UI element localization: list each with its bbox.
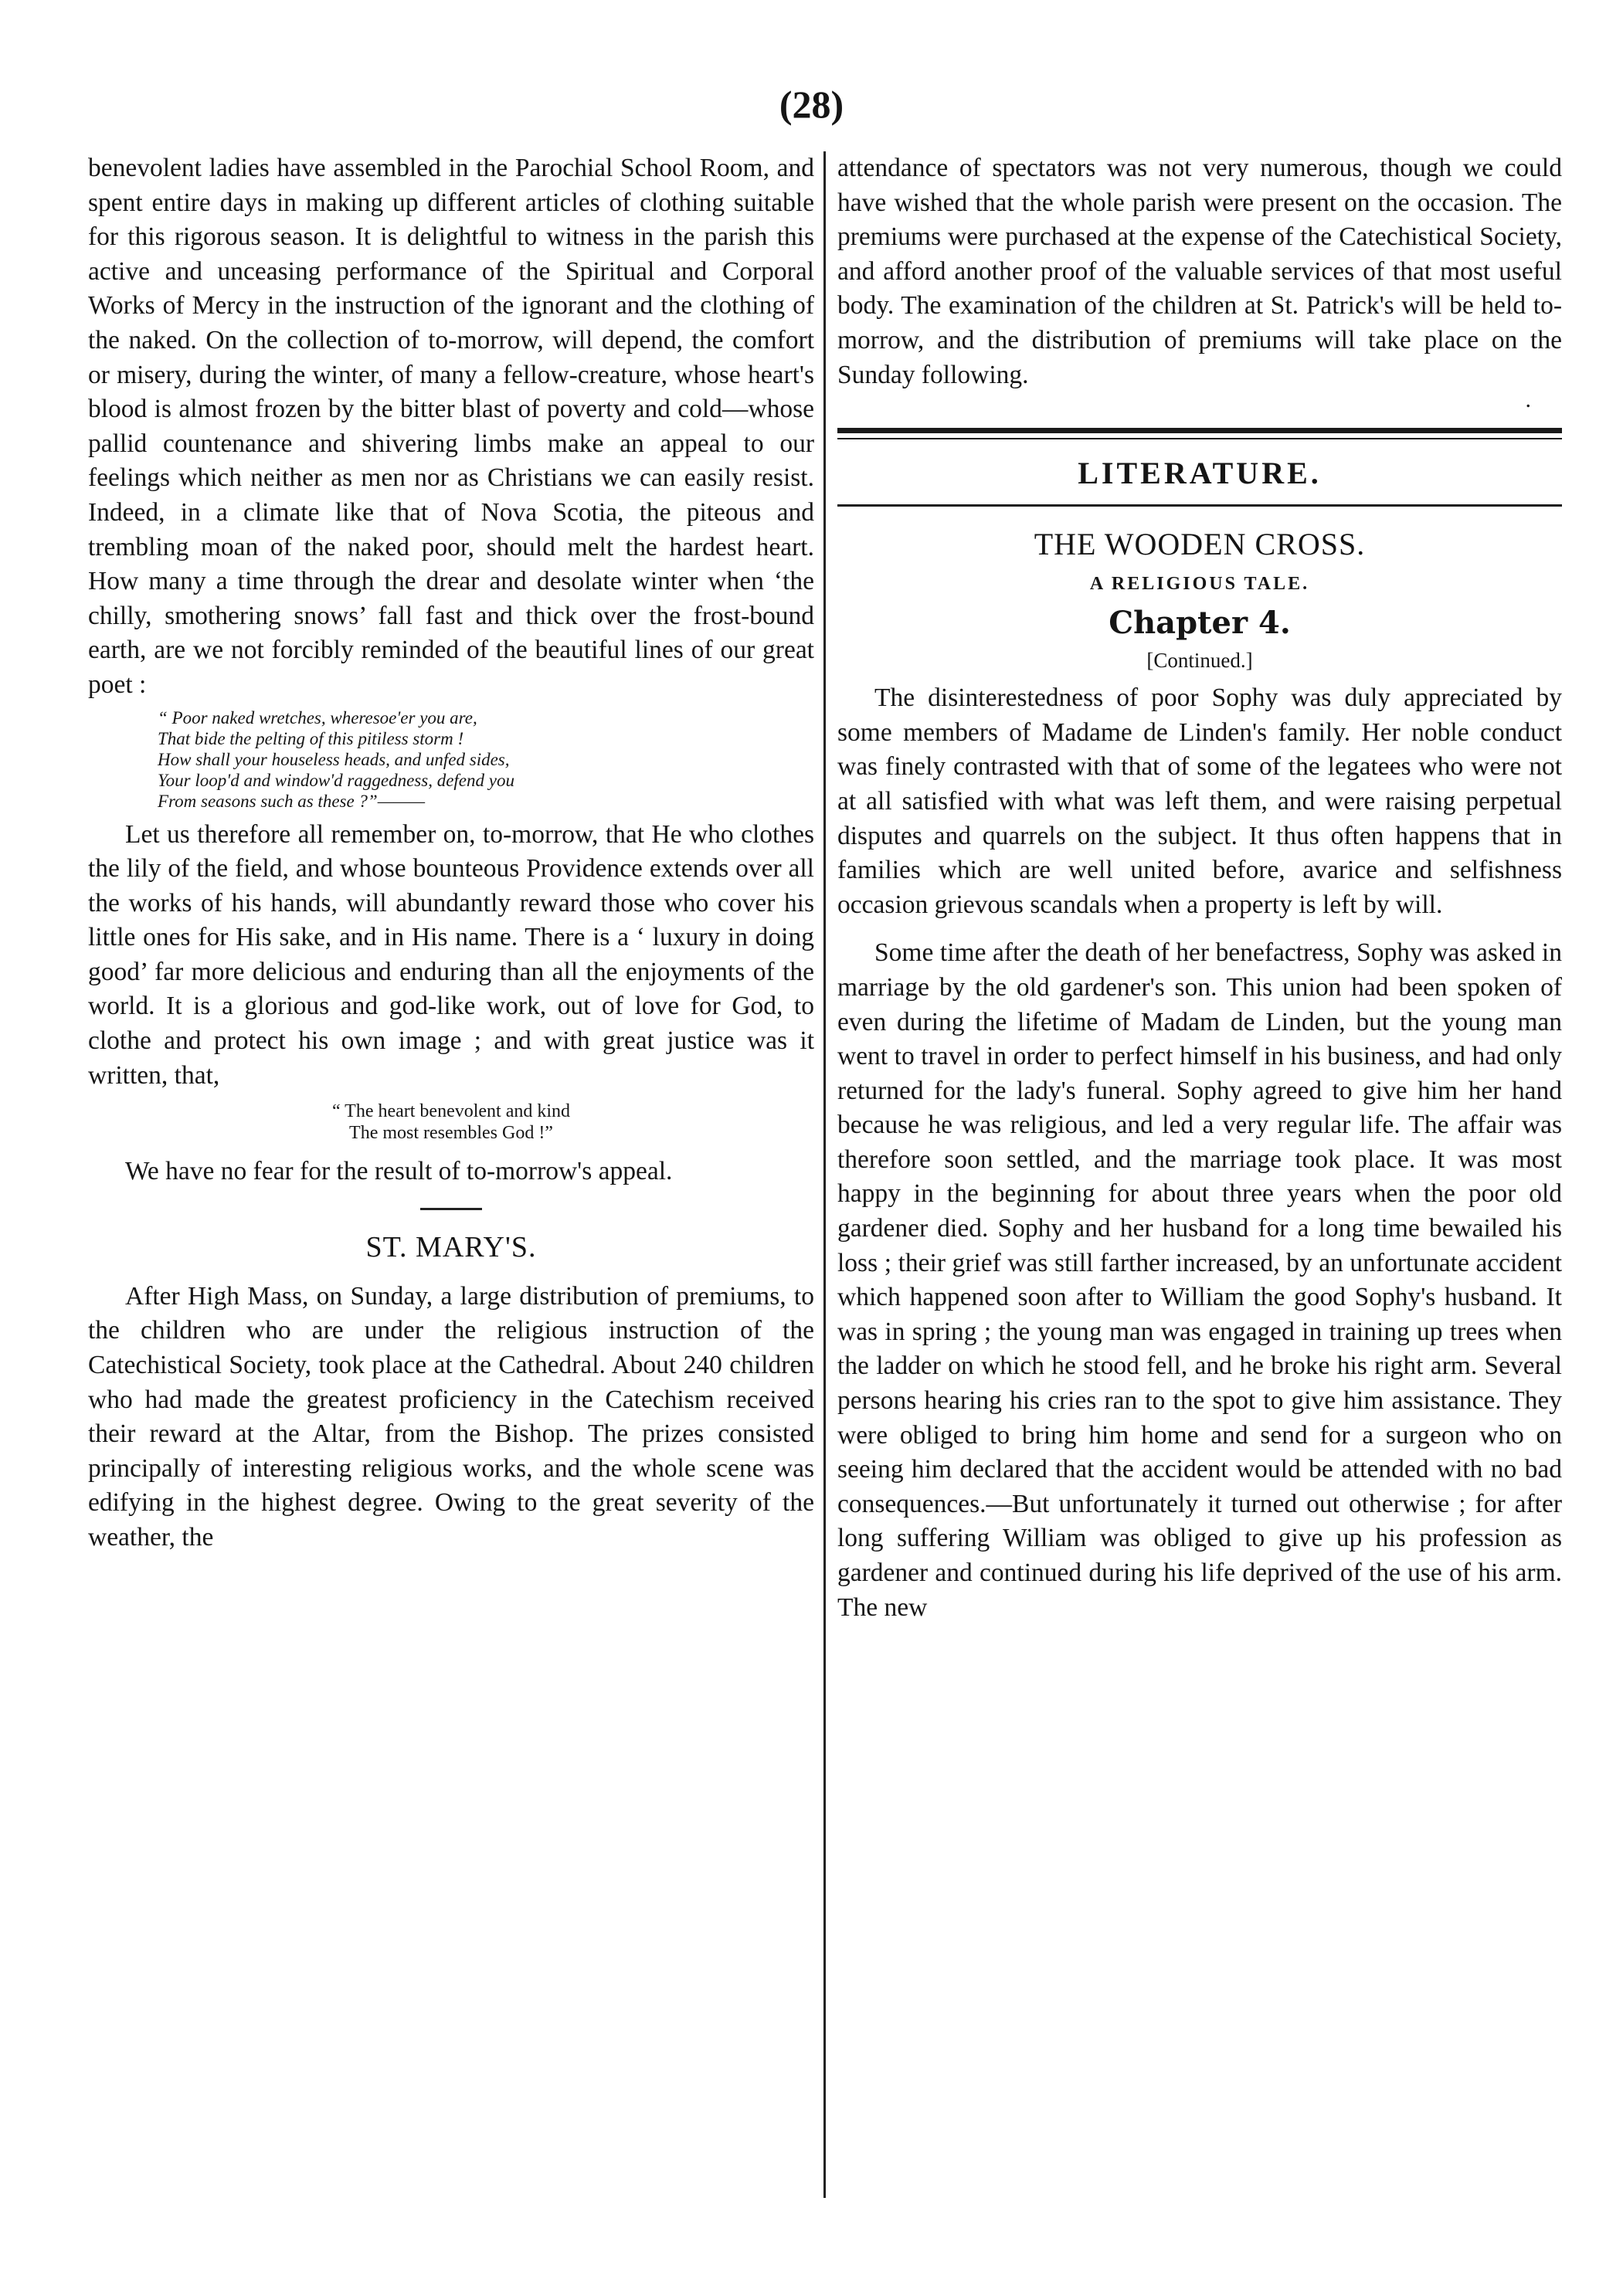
story-paragraph-two: Some time after the death of her benefactress, Sophy was asked in marriage by the old gardener's son. This union had been spoken of even during the lifetime of Madam de Linden, but the young man went to travel in order to perfect himself in his business, and had only returned for the lady's funeral. Sophy agreed to give him her hand because he was religious, and led a very regular life. The affair was therefore soon settled, and the marriage took place. It was most happy in the beginning for about three years when the poor old gardener died. Sophy and her husband for a long time bewailed his loss ; their grief was still farther increased, by an unfortunate accident which happened soon after to William the good Sophy's husband. It was in spring ; the young man was engaged in training up trees when the ladder on which he stood fell, and he broke his right arm. Several persons hearing his cries ran to the spot to give him assistance. They were obliged to bring him home and send for a surgeon who on seeing him declared that the accident would be attended with no bad consequences.—But unfortunately it turned out otherwise ; for after long suffering William was obliged to give up his profession as gardener and continued during his life deprived of the use of his arm. The new <box>837 938 1562 1622</box>
intro-paragraph: benevolent ladies have assembled in the Parochial School Room, and spent entire days in making up different articles of clothing suitable for this rigorous season. It is delightful to witness in the parish this active and unceasing performance of the Spiritual and Corporal Works of Mercy in the instruction of the ignorant and the clothing of the naked. On the collection of to-morrow, will depend, the comfort or misery, during the winter, of many a fellow-creature, whose heart's blood is almost frozen by the bitter blast of poverty and cold—whose pallid countenance and shivering limbs make an appeal to our feelings which neither as men nor as Christians we can easily resist. Indeed, in a climate like that of Nova Scotia, the piteous and trembling moan of the naked poor, should melt the hardest heart. How many a time through the drear and desolate winter when ‘the chilly, smothering snows’ fall fast and thick over the frost-bound earth, are we not forcibly reminded of the beautiful lines of our great poet : <box>88 154 814 699</box>
double-rule-thick <box>837 428 1562 433</box>
column-rule <box>823 151 826 2198</box>
story-title: THE WOODEN CROSS. <box>1034 527 1366 562</box>
story-subtitle: A RELIGIOUS TALE. <box>1089 574 1310 595</box>
poem-quotation: “ Poor naked wretches, wheresoe'er you are, That bide the pelting of this pitiless storm ! How shall your houseless heads, and unfed sides, Your loop'd and window'd raggedness, defend you From seasons such as these ?”——— <box>158 707 514 811</box>
st-marys-heading: ST. MARY'S. <box>365 1230 537 1263</box>
page-number: (28) <box>779 83 844 126</box>
story-paragraph-one: The disinterestedness of poor Sophy was duly appreciated by some members of Madame de Linden's family. Her noble conduct was finely contrasted with that of some of the legatees who were not at all satisfied with what was left them, and were raising perpetual disputes and quarrels on the subject. It thus often happens that in families which are well united before, avarice and selfishness occasion grievous scandals when a property is left by will. <box>837 683 1562 919</box>
story-continued-note: [Continued.] <box>1146 649 1253 673</box>
section-divider <box>420 1208 482 1210</box>
left-column <box>88 151 814 2190</box>
continuation-paragraph: attendance of spectators was not very numerous, though we could have wished that the whole parish were present on the occasion. The premiums were purchased at the expense of the Catechistical Society, and afford another proof of the valuable services of that most useful body. The examination of the children at St. Patrick's will be held to-morrow, and the distribution of premiums will take place on the Sunday following. <box>837 154 1562 389</box>
st-marys-paragraph: After High Mass, on Sunday, a large distribution of premiums, to the children who are under the religious instruction of the Catechistical Society, took place at the Cathedral. About 240 children who had made the greatest proficiency in the Catechism received their reward at the Altar, from the Bishop. The prizes consisted principally of interesting religious works, and the whole scene was edifying in the highest degree. Owing to the great severity of the weather, the <box>88 1281 814 1552</box>
double-rule-thin <box>837 438 1562 439</box>
second-paragraph: Let us therefore all remember on, to-morrow, that He who clothes the lily of the field, and whose bounteous Providence extends over all the works of his hands, will abundantly reward those who cover his little ones for His sake, and in His name. There is a ‘ luxury in doing good’ far more delicious and enduring than all the enjoyments of the world. It is a glorious and god-like work, out of love for God, to clothe and protect his own image ; and with great justice was it written, that, <box>88 819 814 1090</box>
literature-rule <box>837 504 1562 507</box>
literature-heading: LITERATURE. <box>1078 456 1322 491</box>
right-column <box>837 151 1562 2190</box>
third-paragraph: We have no fear for the result of to-morrow's appeal. <box>125 1157 673 1186</box>
story-chapter: Chapter 4. <box>1109 605 1291 642</box>
couplet-quotation: “ The heart benevolent and kind The most resembles God !” <box>331 1101 571 1144</box>
end-mark: . <box>1525 387 1531 413</box>
